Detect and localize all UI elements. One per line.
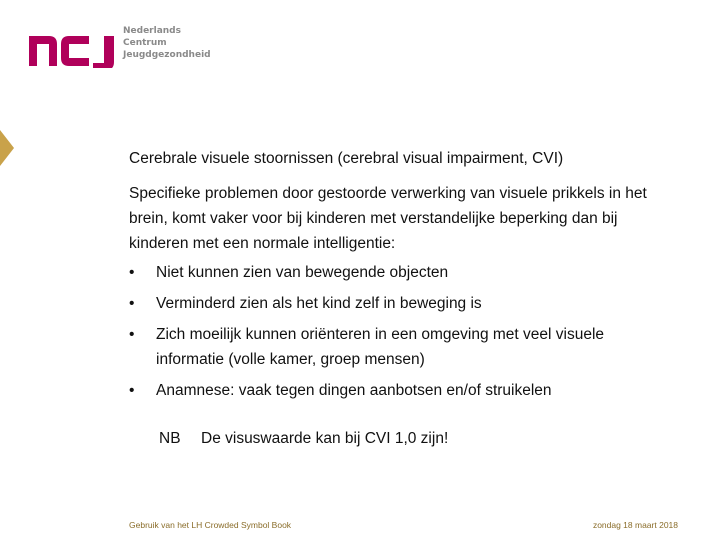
bullet-text: Verminderd zien als het kind zelf in beweging is bbox=[156, 295, 482, 312]
bullet-item bbox=[129, 291, 671, 316]
logo-wordmark bbox=[123, 25, 211, 61]
slide-title: Cerebrale visuele stoornissen (cerebral visual impairment, CVI) bbox=[129, 150, 564, 167]
bullet-text: Zich moeilijk kunnen oriënteren in een omgeving met veel visuele informatie (volle kamer, groep mensen) bbox=[156, 326, 605, 368]
bullet-item bbox=[129, 260, 671, 285]
slide-content bbox=[129, 146, 689, 451]
nb-text: De visuswaarde kan bij CVI 1,0 zijn! bbox=[201, 430, 449, 447]
footer-date: zondag 18 maart 2018 bbox=[592, 520, 678, 530]
bullet-dot: • bbox=[129, 264, 135, 281]
bullet-dot: • bbox=[129, 295, 135, 312]
nb-tag: NB bbox=[159, 430, 181, 447]
footer-source: Gebruik van het LH Crowded Symbol Book bbox=[129, 520, 292, 530]
slide-intro: Specifieke problemen door gestoorde verwerking van visuele prikkels in het brein, komt vaker voor bij kinderen met verstandelijke beperking dan bij kinderen met een normale intelligentie: bbox=[129, 185, 647, 252]
ncj-logo bbox=[27, 22, 211, 70]
side-arrow-marker bbox=[0, 130, 14, 166]
bullet-dot: • bbox=[129, 382, 135, 399]
bullet-text: Niet kunnen zien van bewegende objecten bbox=[156, 264, 449, 281]
logo-line-1: Nederlands bbox=[123, 26, 181, 36]
nb-note bbox=[129, 426, 689, 451]
ncj-logo-mark bbox=[27, 28, 117, 68]
logo-line-2: Centrum bbox=[123, 38, 167, 48]
logo-line-3: Jeugdgezondheid bbox=[123, 50, 211, 60]
bullet-item bbox=[129, 322, 671, 372]
bullet-list bbox=[129, 260, 689, 403]
bullet-item bbox=[129, 378, 671, 403]
bullet-text: Anamnese: vaak tegen dingen aanbotsen en/of struikelen bbox=[156, 382, 552, 399]
bullet-dot: • bbox=[129, 326, 135, 343]
